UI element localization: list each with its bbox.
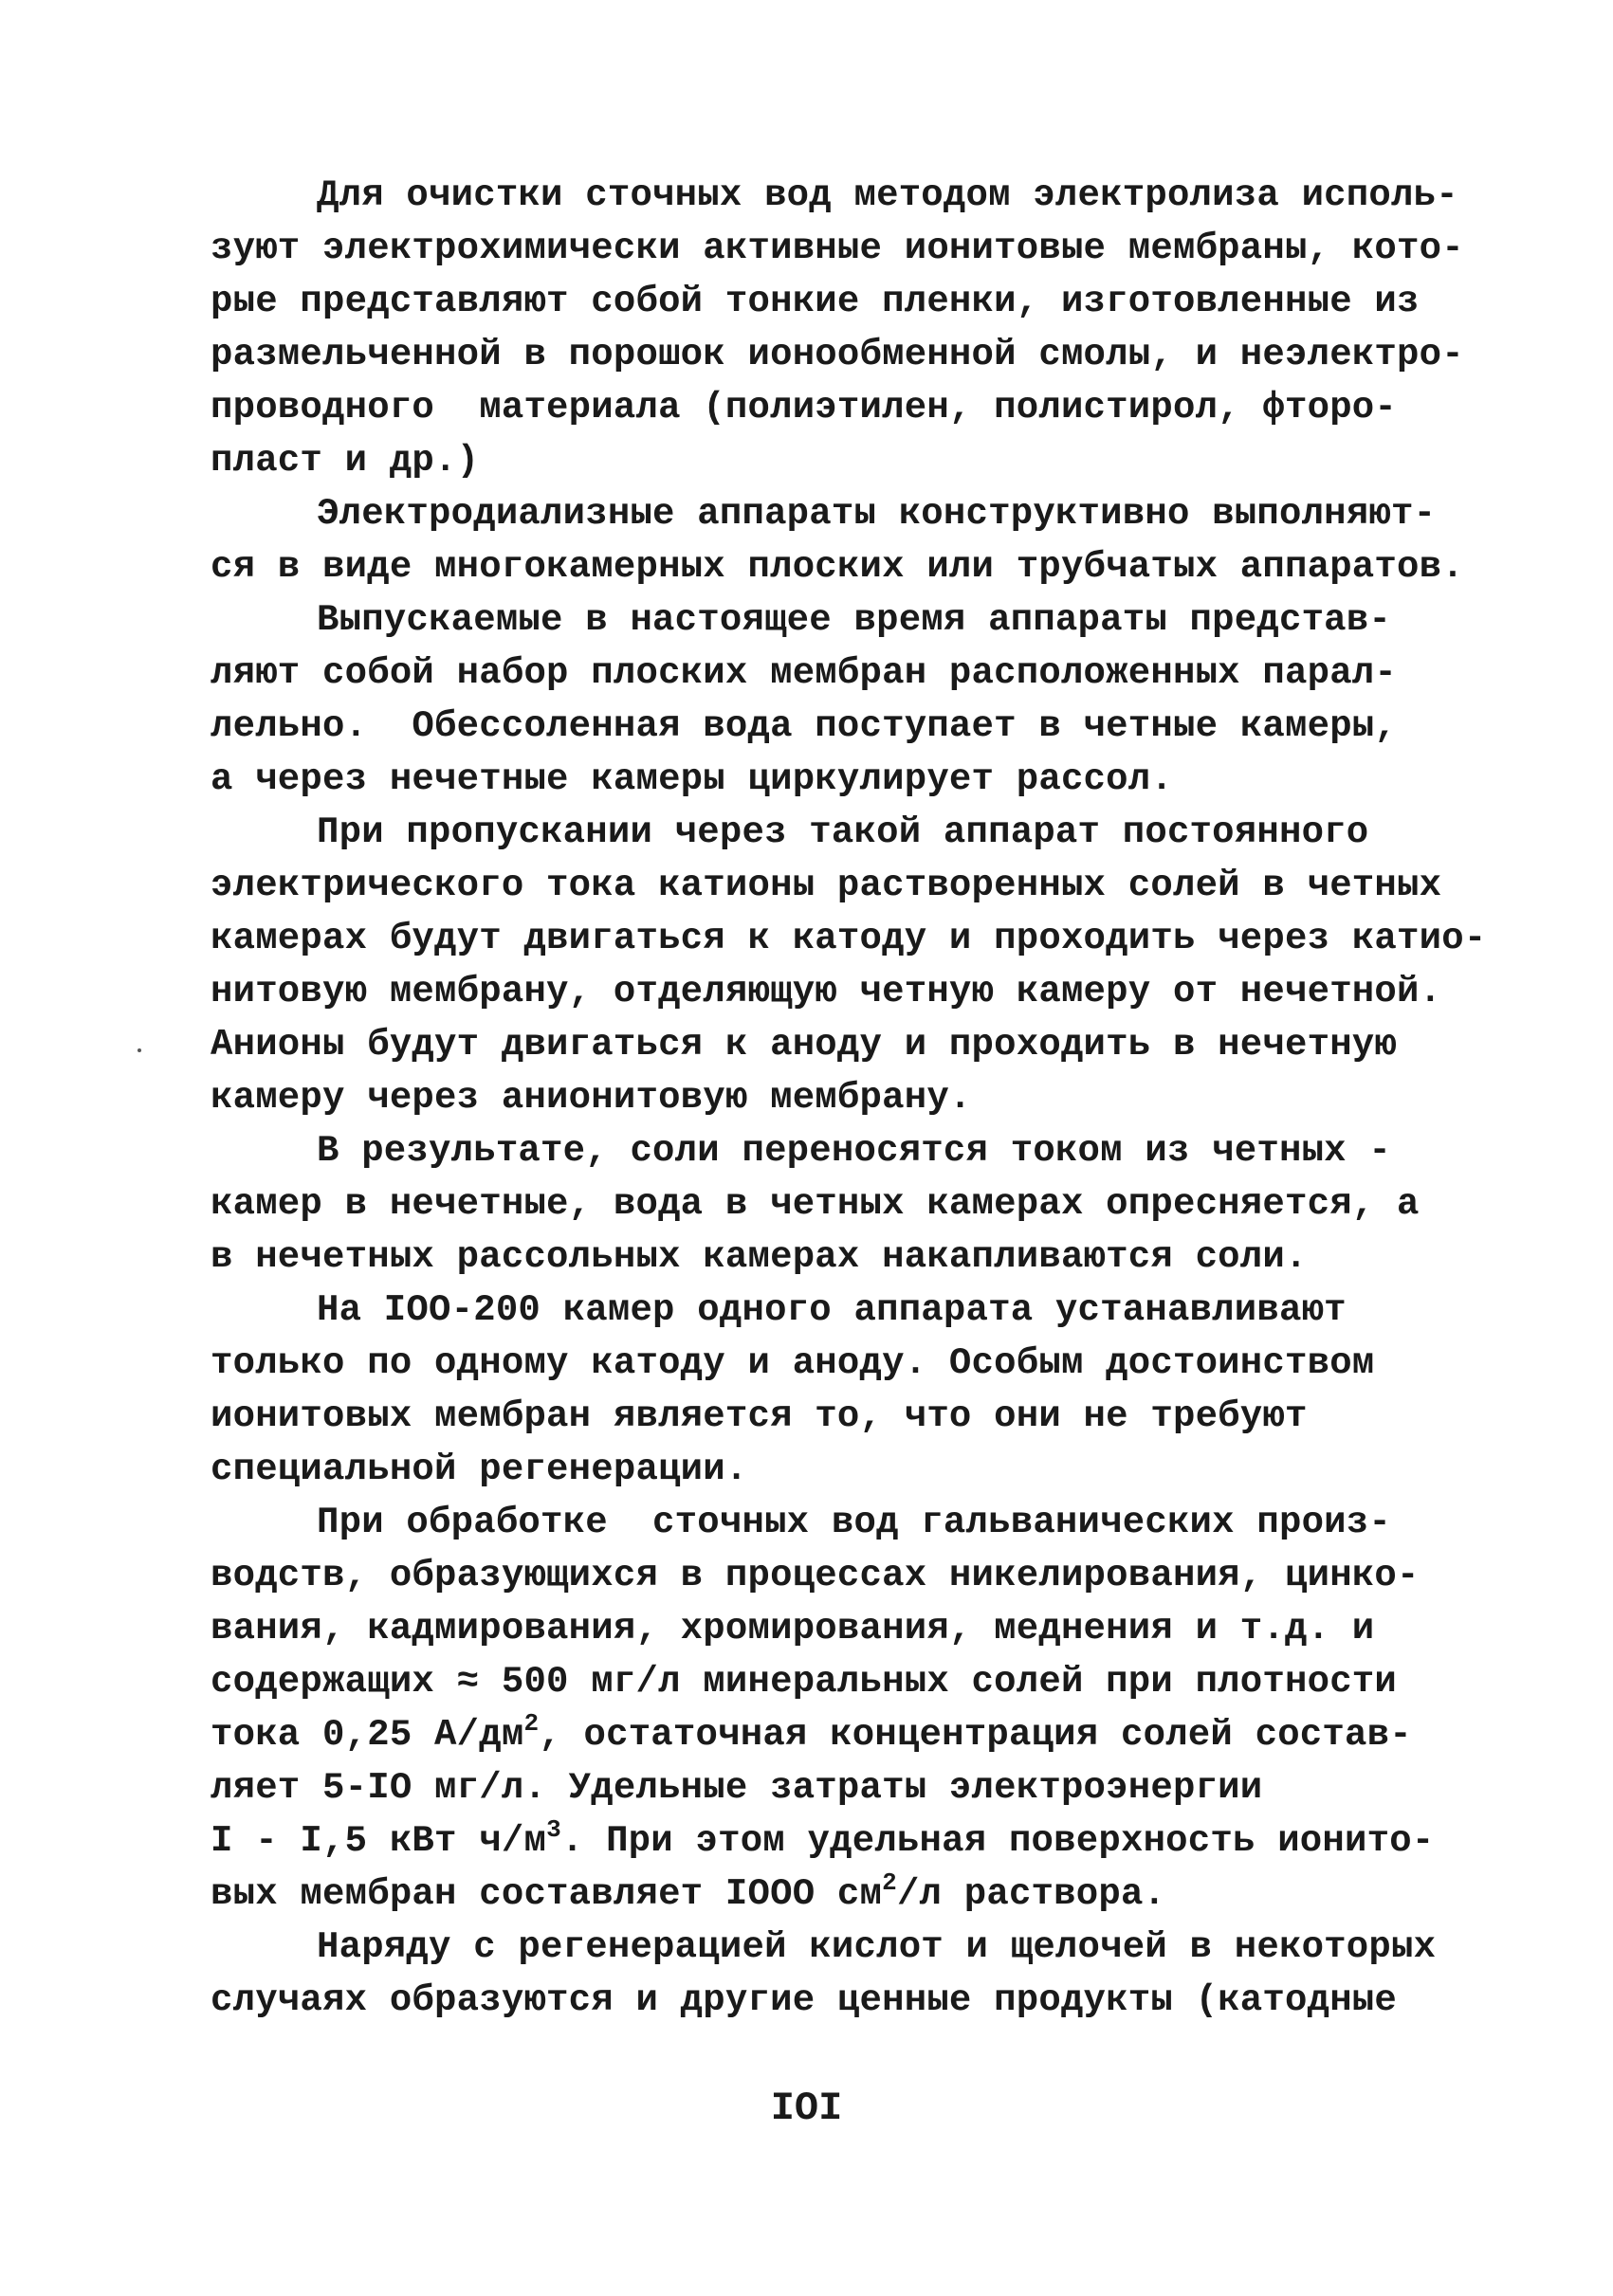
- text-line: [211, 1814, 1472, 1868]
- text-line: ляют собой набор плоских мембран расположенных парал-: [211, 652, 1398, 694]
- text-line: На IOO-200 камер одного аппарата устанавливают: [317, 1289, 1347, 1331]
- text-line: камер в нечетные, вода в четных камерах опресняется, а: [211, 1183, 1420, 1225]
- text-line: При обработке сточных вод гальванических произ-: [317, 1502, 1391, 1543]
- text-segment: , остаточная концентрация солей состав-: [539, 1714, 1412, 1756]
- text-line: камеру через анионитовую мембрану.: [211, 1077, 972, 1119]
- text-line: только по одному катоду и аноду. Особым достоинством: [211, 1342, 1375, 1384]
- text-line: камерах будут двигаться к катоду и проходить через катио-: [211, 918, 1487, 959]
- superscript: 2: [882, 1868, 897, 1897]
- text-line: а через нечетные камеры циркулирует рассол.: [211, 758, 1173, 800]
- text-line: вания, кадмирования, хромирования, меднения и т.д. и: [211, 1608, 1375, 1649]
- text-line: пласт и др.): [211, 440, 480, 482]
- text-line: водств, образующихся в процессах никелирования, цинко-: [211, 1555, 1420, 1596]
- text-segment: тока 0,25 А/дм: [211, 1714, 524, 1756]
- text-line: случаях образуются и другие ценные продукты (катодные: [211, 1979, 1398, 2021]
- margin-mark: [137, 1048, 141, 1052]
- text-line: ляет 5-IO мг/л. Удельные затраты электроэнергии: [211, 1767, 1263, 1809]
- text-line: Анионы будут двигаться к аноду и проходить в нечетную: [211, 1024, 1398, 1066]
- text-line: [211, 1708, 1472, 1761]
- text-line: электрического тока катионы растворенных солей в четных: [211, 865, 1442, 906]
- text-line: Выпускаемые в настоящее время аппараты представ-: [317, 599, 1391, 641]
- body-text: [211, 169, 1487, 2027]
- superscript: 2: [523, 1709, 540, 1738]
- text-line: Для очистки сточных вод методом электролиза исполь-: [317, 174, 1458, 216]
- text-segment: /л раствора.: [896, 1873, 1166, 1915]
- text-line: Наряду с регенерацией кислот и щелочей в некоторых: [317, 1926, 1437, 1968]
- text-line: проводного материала (полиэтилен, полистирол, фторо-: [211, 387, 1398, 428]
- text-line: в нечетных рассольных камерах накапливаются соли.: [211, 1236, 1308, 1278]
- superscript: 3: [546, 1815, 561, 1844]
- text-line: ионитовых мембран является то, что они не требуют: [211, 1395, 1308, 1437]
- text-line: [211, 1868, 1472, 1921]
- text-line: специальной регенерации.: [211, 1449, 748, 1490]
- text-line: нитовую мембрану, отделяющую четную камеру от нечетной.: [211, 971, 1442, 1012]
- text-segment: вых мембран составляет IOOO см: [211, 1873, 883, 1915]
- text-line: размельченной в порошок ионообменной смолы, и неэлектро-: [211, 334, 1464, 375]
- text-line: лельно. Обессоленная вода поступает в четные камеры,: [211, 705, 1398, 747]
- text-line: В результате, соли переносятся током из четных -: [317, 1130, 1391, 1172]
- text-line: При пропускании через такой аппарат постоянного: [317, 811, 1369, 853]
- text-segment: . При этом удельная поверхность ионито-: [560, 1820, 1435, 1862]
- page-number: IOI: [770, 2086, 843, 2131]
- text-line: зуют электрохимически активные ионитовые мембраны, кото-: [211, 228, 1464, 269]
- text-line: Электродиализные аппараты конструктивно выполняют-: [317, 493, 1437, 535]
- text-segment: I - I,5 кВт ч/м: [211, 1820, 547, 1862]
- text-line: рые представляют собой тонкие пленки, изготовленные из: [211, 281, 1420, 322]
- text-line: ся в виде многокамерных плоских или трубчатых аппаратов.: [211, 546, 1464, 588]
- text-line: содержащих ≈ 500 мг/л минеральных солей при плотности: [211, 1661, 1398, 1703]
